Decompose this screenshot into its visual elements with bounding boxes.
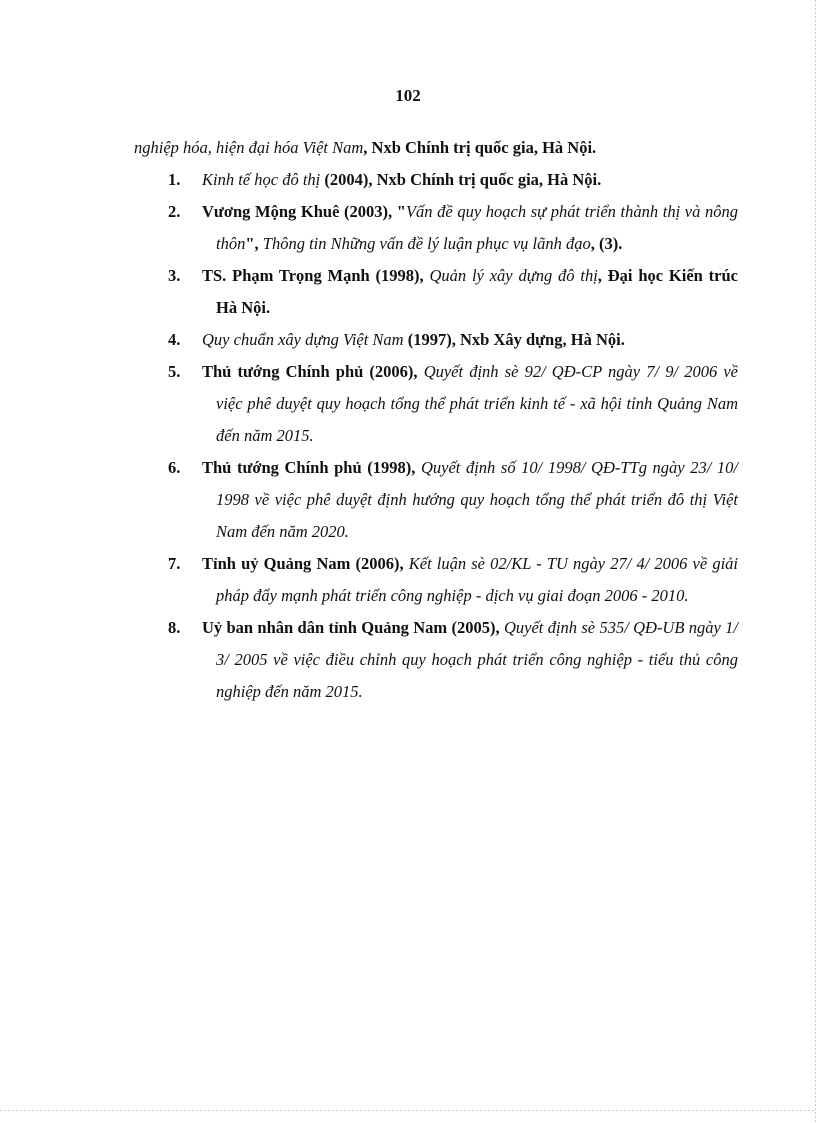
reference-number: 5. [168, 362, 181, 381]
reference-post: , Đại học Kiến trúc Hà Nội. [216, 266, 738, 317]
reference-item [134, 452, 738, 548]
reference-pre: Uỷ ban nhân dân tỉnh Quảng Nam (2005), [202, 618, 504, 637]
page-number: 102 [395, 86, 421, 105]
reference-source: Thông tin Những vấn đề lý luận phục vụ lãnh đạo [262, 234, 591, 253]
reference-number: 3. [168, 266, 181, 285]
continuation-italic: nghiệp hóa, hiện đại hóa Việt Nam [134, 138, 364, 157]
reference-item [134, 356, 738, 452]
reference-pre: Thủ tướng Chính phủ (1998), [202, 458, 421, 477]
reference-item [134, 196, 738, 260]
reference-list [134, 132, 738, 708]
reference-pre: Thủ tướng Chính phủ (2006), [202, 362, 424, 381]
reference-item [134, 164, 738, 196]
continuation-line [134, 132, 738, 164]
reference-number: 4. [168, 330, 181, 349]
reference-post: (2004), Nxb Chính trị quốc gia, Hà Nội. [320, 170, 602, 189]
reference-pre: TS. Phạm Trọng Mạnh (1998), [202, 266, 430, 285]
reference-item [134, 612, 738, 708]
reference-item [134, 324, 738, 356]
reference-title: Quyết định sè 92/ QĐ-CP ngày 7/ 9/ 2006 về việc phê duyệt quy hoạch tổng thể phát triển kinh tế - xã hội tỉnh Quảng Nam đến năm 2015. [216, 362, 738, 445]
continuation-rest: , Nxb Chính trị quốc gia, Hà Nội. [363, 138, 597, 157]
reference-number: 6. [168, 458, 181, 477]
reference-title: Quản lý xây dựng đô thị [429, 266, 598, 285]
reference-item [134, 548, 738, 612]
reference-number: 2. [168, 202, 181, 221]
reference-title: Vấn đề quy hoạch sự phát triển thành thị và nông thôn [216, 202, 739, 253]
reference-title: Quyết định sè 535/ QĐ-UB ngày 1/ 3/ 2005 về việc điều chỉnh quy hoạch phát triển công nghiệp - tiểu thủ công nghiệp đến năm 2015. [216, 618, 739, 701]
reference-title: Kết luận sè 02/KL - TU ngày 27/ 4/ 2006 về giải pháp đẩy mạnh phát triển công nghiệp - dịch vụ giai đoạn 2006 - 2010. [216, 554, 738, 605]
reference-title: Quy chuẩn xây dựng Việt Nam [202, 330, 404, 349]
reference-title: Kinh tế học đô thị [202, 170, 321, 189]
reference-title: Quyết định số 10/ 1998/ QĐ-TTg ngày 23/ 10/ 1998 về việc phê duyệt định hướng quy hoạch tổng thể phát triển đô thị Việt Nam đến năm 2020. [216, 458, 738, 541]
reference-post: (1997), Nxb Xây dựng, Hà Nội. [403, 330, 625, 349]
page-edge-bottom [0, 1110, 816, 1111]
reference-number: 1. [168, 170, 181, 189]
reference-item [134, 260, 738, 324]
reference-pre: Vương Mộng Khuê (2003), " [202, 202, 406, 221]
reference-pre: Tỉnh uỷ Quảng Nam (2006), [202, 554, 409, 573]
reference-number: 8. [168, 618, 181, 637]
reference-post: ", Thông tin Những vấn đề lý luận phục vụ lãnh đạo, (3). [245, 234, 623, 253]
reference-number: 7. [168, 554, 181, 573]
